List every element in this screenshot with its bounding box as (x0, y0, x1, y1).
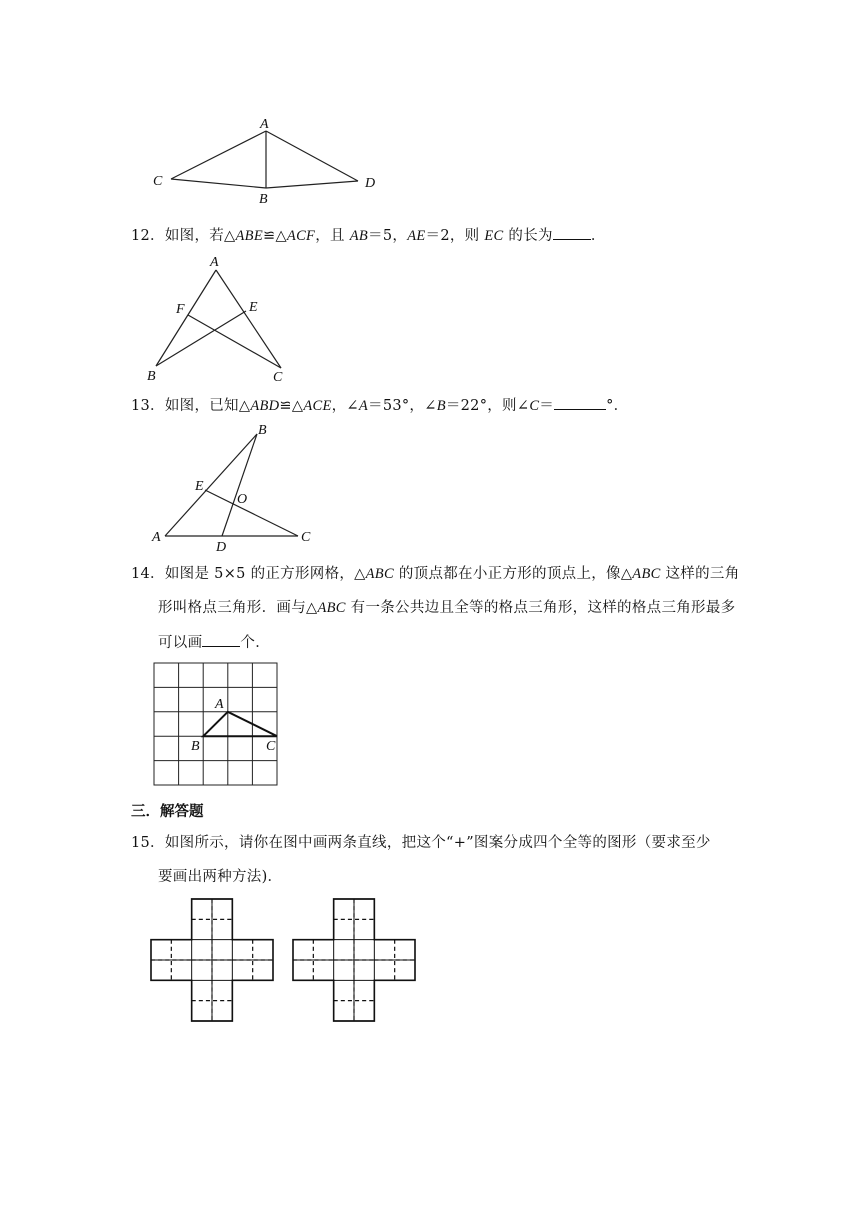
label-a: A (152, 530, 161, 545)
label-o: O (237, 492, 248, 507)
label-b: B (191, 739, 200, 754)
question-number: 13． (131, 398, 165, 414)
label-b: B (147, 369, 156, 384)
label-a: A (215, 697, 224, 712)
label-f: F (176, 302, 185, 317)
label-c: C (301, 530, 311, 545)
label-a: A (260, 117, 269, 132)
question-14-line-3: 可以画 个． (158, 635, 271, 651)
section-heading: 三．解答题 (131, 804, 204, 820)
question-number: 14． (131, 566, 165, 582)
label-e: E (249, 300, 258, 315)
question-15-line-2: 要画出两种方法)． (158, 869, 283, 885)
label-b: B (259, 192, 268, 207)
question-12: 12．如图，若△ABE≌△ACF，且 AB＝5，AE＝2，则 EC 的长为 ． (131, 228, 606, 244)
question-number: 15． (131, 835, 165, 851)
question-14-line-2: 形叫格点三角形．画与△ABC 有一条公共边且全等的格点三角形，这样的格点三角形最多 (158, 600, 736, 616)
question-14-line-1: 14．如图是 5×5 的正方形网格，△ABC 的顶点都在小正方形的顶点上，像△ABC 这样的三角 (131, 566, 740, 582)
question-13: 13．如图，已知△ABD≌△ACE，∠A＝53°，∠B＝22°，则∠C＝ °． (131, 398, 629, 414)
question-15-line-1: 15．如图所示，请你在图中画两条直线，把这个“+”图案分成四个全等的图形（要求至少 (131, 835, 711, 851)
label-d: D (216, 540, 227, 555)
label-c: C (273, 370, 283, 385)
figure-q15-cross-right (293, 899, 415, 1021)
label-c: C (153, 174, 163, 189)
question-number: 12． (131, 228, 165, 244)
label-d: D (365, 176, 376, 191)
label-c: C (266, 739, 276, 754)
figure-q15-cross-left (151, 899, 273, 1021)
label-a: A (210, 255, 219, 270)
label-b: B (258, 423, 267, 438)
label-e: E (195, 479, 204, 494)
